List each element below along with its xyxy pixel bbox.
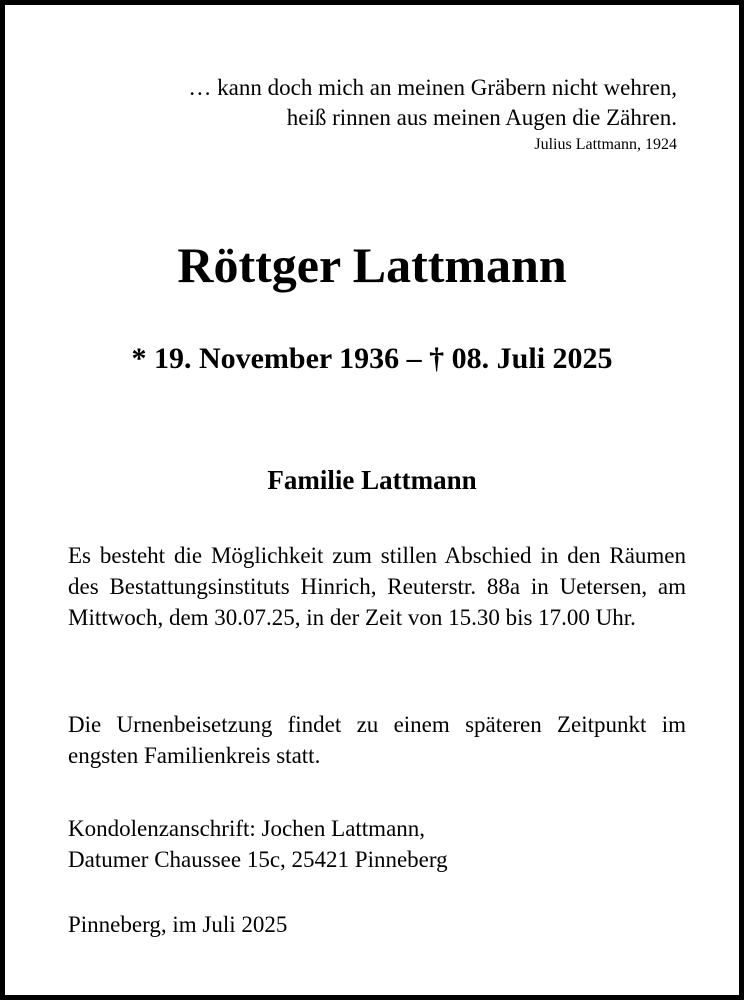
farewell-paragraph: Es besteht die Möglichkeit zum stillen Abschied in den Räumen des Bestattungsinstituts Hinrich, Reuterstr. 88a in Uetersen, am Mittwoch, dem 30.07.25, in der Zeit von 15.30 bis 17.00 Uhr. <box>68 543 686 630</box>
memorial-quote <box>65 73 677 156</box>
quote-line-1: … kann doch mich an meinen Gräbern nicht wehren, <box>188 75 677 100</box>
life-dates: * 19. November 1936 – † 08. Juli 2025 <box>131 342 613 375</box>
quote-line-2: heiß rinnen aus meinen Augen die Zähren. <box>286 105 677 130</box>
burial-paragraph: Die Urnenbeisetzung findet zu einem späteren Zeitpunkt im engsten Familienkreis statt. <box>68 712 686 768</box>
condolence-line-1: Kondolenzanschrift: Jochen Lattmann, <box>68 816 426 841</box>
condolence-address <box>68 813 686 875</box>
place-date: Pinneberg, im Juli 2025 <box>68 912 288 937</box>
condolence-line-2: Datumer Chaussee 15c, 25421 Pinneberg <box>68 847 448 872</box>
deceased-name: Röttger Lattmann <box>177 237 567 293</box>
quote-author: Julius Lattmann, 1924 <box>534 136 677 153</box>
family-signature: Familie Lattmann <box>267 465 477 495</box>
